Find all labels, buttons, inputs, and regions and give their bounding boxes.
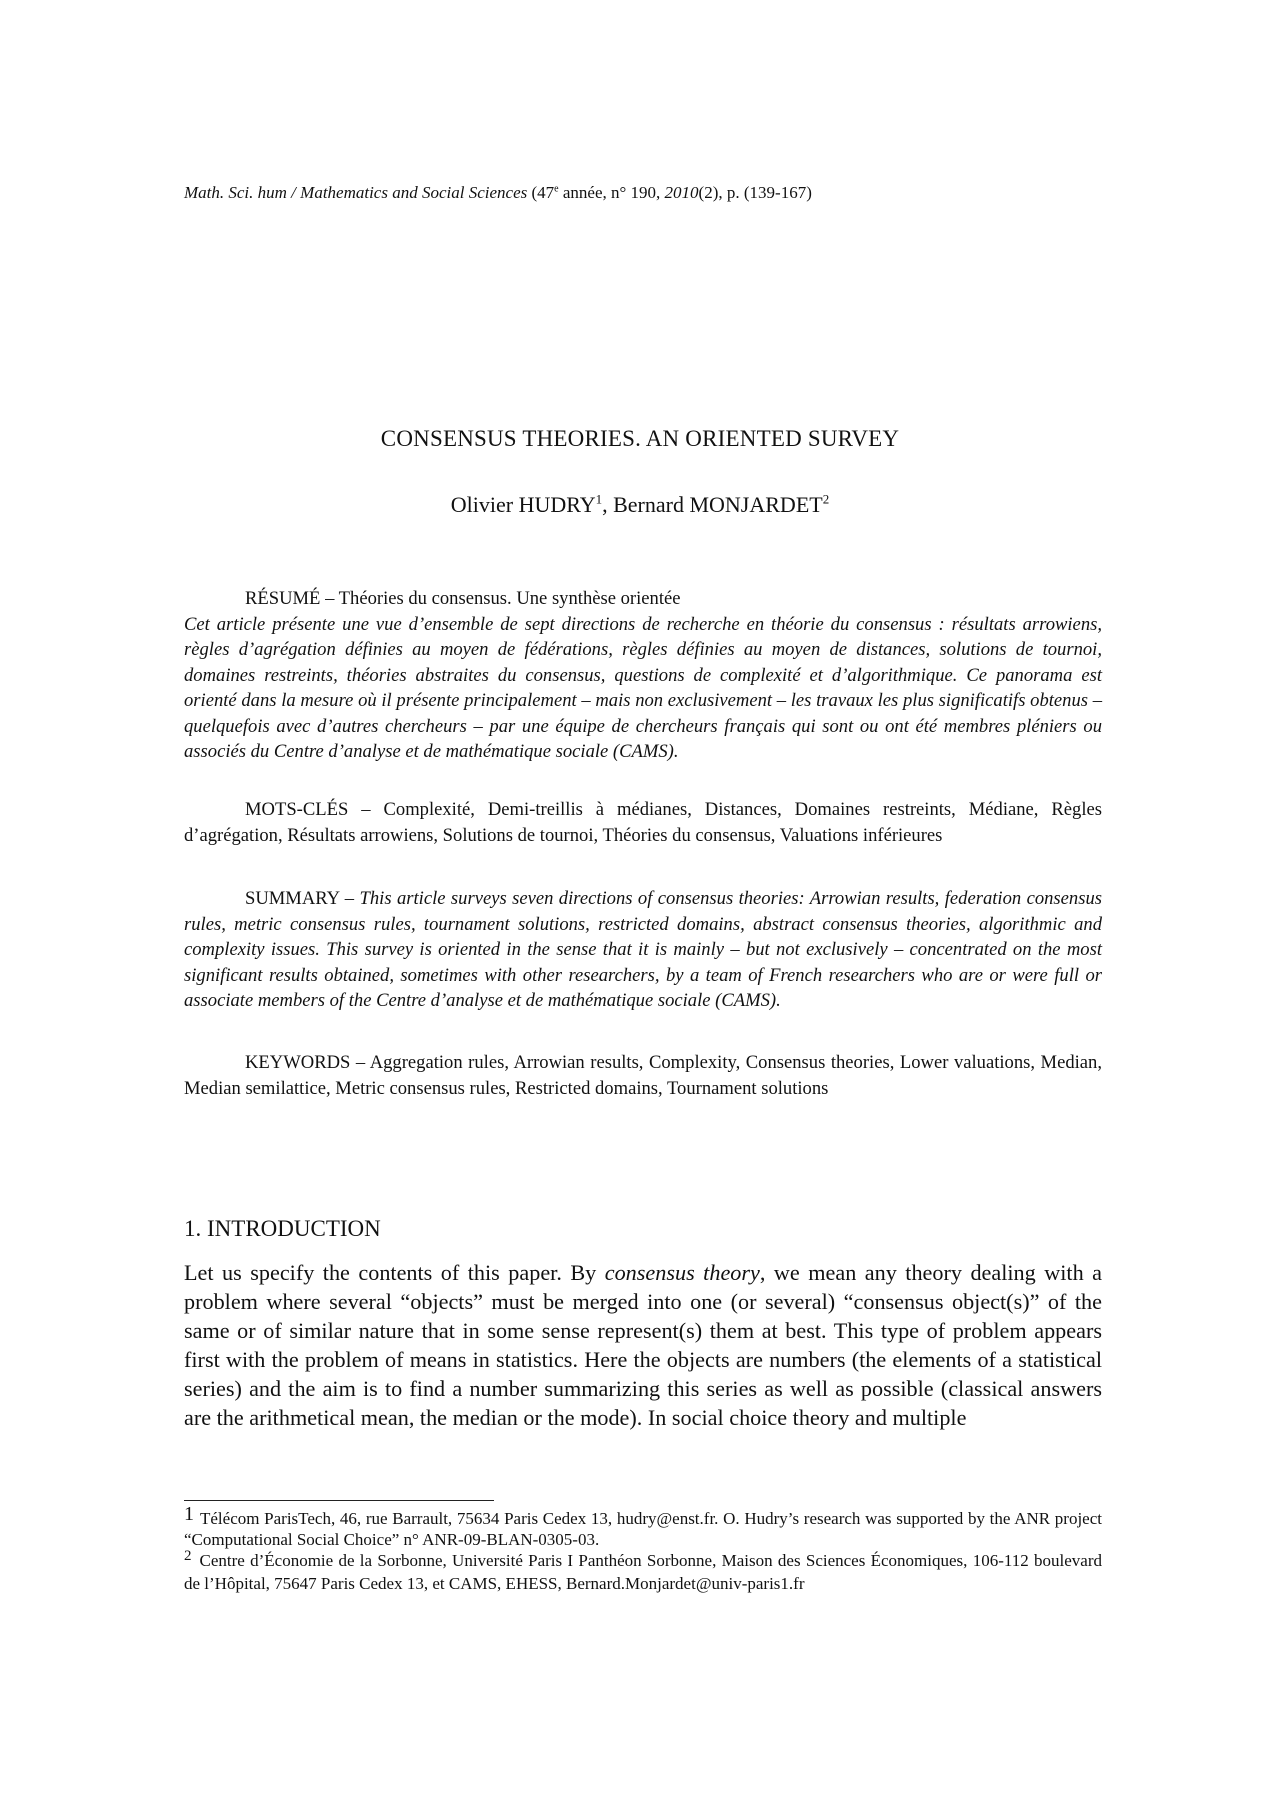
intro-italic-term: consensus theory bbox=[604, 1260, 760, 1285]
journal-header bbox=[184, 183, 812, 203]
author-separator: , bbox=[602, 492, 614, 517]
intro-start: Let us specify the contents of this paper. By bbox=[184, 1260, 605, 1285]
footnote-divider bbox=[184, 1500, 494, 1501]
journal-volume-open: (47 bbox=[527, 183, 555, 202]
author-1: Olivier HUDRY bbox=[450, 492, 596, 517]
keywords-block bbox=[184, 1050, 1102, 1101]
motscles-text: Complexité, Demi-treillis à médianes, Distances, Domaines restreints, Médiane, Règles d’agrégation, Résultats arrowiens, Solutions de tournoi, Théories du consensus, Valuations inférieures bbox=[184, 799, 1102, 846]
journal-volume-rest: année, n° 190, bbox=[558, 183, 665, 202]
author-2: Bernard MONJARDET bbox=[613, 492, 823, 517]
intro-rest: , we mean any theory dealing with a problem where several “objects” must be merged into one (or several) “consensus object(s)” of the same or of similar nature that in some sense represent(s) them at best. This type of problem appears first with the problem of means in statistics. Here the objects are numbers (the elements of a statistical series) and the aim is to find a number summarizing this series as well as possible (classical answers are the arithmetical mean, the median or the mode). In social choice theory and multiple bbox=[184, 1260, 1102, 1430]
footnote-1 bbox=[184, 1503, 1102, 1550]
journal-volume-sup: e bbox=[554, 183, 559, 195]
journal-pages: (2), p. (139-167) bbox=[698, 183, 812, 202]
keywords-text: Aggregation rules, Arrowian results, Complexity, Consensus theories, Lower valuations, Median, Median semilattice, Metric consensus rules, Restricted domains, Tournament solutions bbox=[184, 1052, 1102, 1099]
author-2-footnote-mark: 2 bbox=[822, 491, 830, 507]
author-1-footnote-mark: 1 bbox=[595, 491, 603, 507]
footnote-2-text: Centre d’Économie de la Sorbonne, Université Paris I Panthéon Sorbonne, Maison des Sciences Économiques, 106-112 boulevard de l’Hôpital, 75647 Paris Cedex 13, et CAMS, EHESS, Bernard.Monjardet@univ-paris1.fr bbox=[184, 1551, 1102, 1593]
summary-block bbox=[184, 886, 1102, 1014]
paper-title: CONSENSUS THEORIES. AN ORIENTED SURVEY bbox=[380, 426, 900, 451]
journal-name: Math. Sci. hum / Mathematics and Social Sciences bbox=[184, 183, 528, 202]
footnote-2-mark: 2 bbox=[184, 1548, 192, 1564]
footnote-1-mark: 1 bbox=[184, 1503, 194, 1525]
resume-block bbox=[184, 586, 1102, 765]
resume-heading: RÉSUMÉ – Théories du consensus. Une synthèse orientée bbox=[245, 588, 681, 609]
summary-label: SUMMARY – bbox=[245, 888, 360, 909]
introduction-paragraph bbox=[184, 1258, 1102, 1432]
summary-text: This article surveys seven directions of consensus theories: Arrowian results, federation consensus rules, metric consensus rules, tournament solutions, restricted domains, abstract consensus theories, algorithmic and complexity issues. This survey is oriented in the sense that it is mainly – but not exclusively – concentrated on the most significant results obtained, sometimes with other researchers, by a team of French researchers who are or were full or associate members of the Centre d’analyse et de mathématique sociale (CAMS). bbox=[184, 888, 1102, 1011]
resume-text: Cet article présente une vue d’ensemble de sept directions de recherche en théorie du consensus : résultats arrowiens, règles d’agrégation définies au moyen de fédérations, règles définies au moyen de distances, solutions de tournoi, domaines restreints, théories abstraites du consensus, questions de complexité et d’algorithmique. Ce panorama est orienté dans la mesure où il présente principalement – mais non exclusivement – les travaux les plus significatifs obtenus – quelquefois avec d’autres chercheurs – par une équipe de chercheurs français qui sont ou ont été membres pléniers ou associés du Centre d’analyse et de mathématique sociale (CAMS). bbox=[184, 613, 1102, 762]
section-heading: 1. INTRODUCTION bbox=[184, 1216, 381, 1241]
motscles-label: MOTS-CLÉS – bbox=[245, 799, 384, 820]
author-line bbox=[0, 492, 1280, 518]
journal-year: 2010 bbox=[664, 183, 699, 202]
keywords-label: KEYWORDS – bbox=[245, 1052, 370, 1073]
footnote-1-text: Télécom ParisTech, 46, rue Barrault, 75634 Paris Cedex 13, hudry@enst.fr. O. Hudry’s research was supported by the ANR project “Computational Social Choice” n° ANR-09-BLAN-0305-03. bbox=[184, 1509, 1102, 1549]
motscles-block bbox=[184, 797, 1102, 848]
footnotes bbox=[184, 1503, 1102, 1594]
footnote-2 bbox=[184, 1550, 1102, 1594]
